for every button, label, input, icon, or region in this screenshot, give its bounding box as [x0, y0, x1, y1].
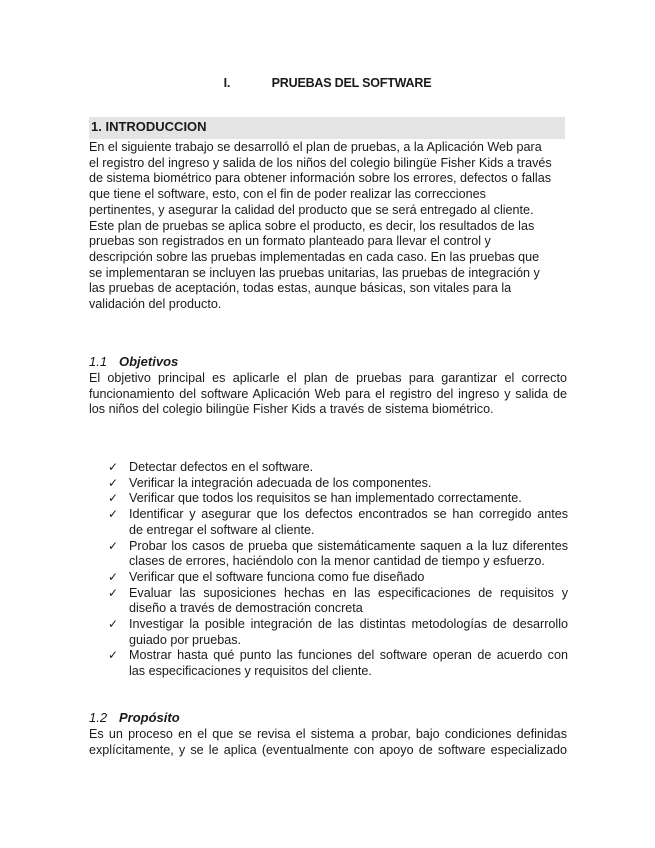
list-item-text: guiado por pruebas. — [129, 632, 242, 647]
intro-line: pruebas son registrados en un formato planteado para llevar el control y — [89, 234, 491, 249]
check-icon: ✓ — [108, 460, 119, 474]
introduction-heading: 1. INTRODUCCION — [89, 117, 565, 139]
list-item-text: Verificar que el software funciona como fue diseñado — [129, 569, 425, 584]
proposito-line: explícitamente, y se le aplica (eventualmente con apoyo de software especializado — [89, 742, 567, 757]
check-icon: ✓ — [108, 507, 119, 522]
intro-line: que tiene el software, esto, con el fin de poder realizar las correcciones — [89, 187, 486, 202]
objectives-checklist — [108, 460, 568, 680]
check-icon: ✓ — [108, 538, 119, 553]
proposito-paragraph — [89, 727, 567, 758]
list-item — [108, 648, 568, 679]
list-item — [108, 476, 568, 492]
list-item — [108, 586, 568, 617]
objetivos-line: El objetivo principal es aplicarle el plan de pruebas para garantizar el correcto — [89, 371, 567, 385]
list-item-text: las especificaciones y requisitos del cliente. — [129, 664, 372, 679]
check-icon: ✓ — [108, 617, 119, 632]
introduction-paragraph — [89, 140, 567, 313]
proposito-number: 1.2 — [89, 710, 108, 725]
list-item — [108, 570, 568, 586]
list-item-text: clases de errores, haciéndolo con la menor cantidad de tiempo y esfuerzo. — [129, 554, 545, 569]
check-icon: ✓ — [108, 648, 119, 663]
chapter-number: I. — [223, 76, 231, 90]
proposito-heading — [89, 710, 180, 725]
list-item-text: Verificar que todos los requisitos se han implementado correctamente. — [129, 491, 522, 506]
list-item-text: diseño a través de demostración concreta — [129, 601, 363, 616]
list-item-text: Identificar y asegurar que los defectos encontrados se han corregido antes — [129, 507, 568, 522]
intro-line: pertinentes, y asegurar la calidad del producto que se será entregado al cliente. — [89, 202, 534, 217]
check-icon: ✓ — [108, 569, 119, 584]
objetivos-line: los niños del colegio bilingüe Fisher Kids a través de sistema biométrico. — [89, 402, 494, 417]
objetivos-line: funcionamiento del software Aplicación Web para el registro del ingreso y salida de — [89, 386, 567, 401]
intro-line: de sistema biométrico para obtener información sobre los errores, defectos o fallas — [89, 171, 551, 186]
list-item-text: Mostrar hasta qué punto las funciones del software operan de acuerdo con — [129, 648, 568, 663]
intro-line: validación del producto. — [89, 297, 222, 312]
list-item — [108, 460, 568, 476]
check-icon: ✓ — [108, 491, 119, 506]
proposito-line: Es un proceso en el que se revisa el sistema a probar, bajo condiciones definidas — [89, 727, 567, 741]
list-item — [108, 539, 568, 570]
objetivos-number: 1.1 — [89, 354, 108, 369]
chapter-title-text: PRUEBAS DEL SOFTWARE — [271, 76, 432, 90]
intro-line: En el siguiente trabajo se desarrolló el plan de pruebas, a la Aplicación Web para — [89, 140, 542, 154]
check-icon: ✓ — [108, 585, 119, 600]
intro-line: Este plan de pruebas se aplica sobre el producto, es decir, los resultados de las — [89, 218, 535, 233]
list-item-text: de entregar el software al cliente. — [129, 522, 315, 537]
list-item-text: Evaluar las suposiciones hechas en las especificaciones de requisitos y — [129, 585, 568, 600]
intro-line: se implementaran se incluyen las pruebas unitarias, las pruebas de integración y — [89, 265, 540, 280]
chapter-title — [0, 76, 655, 90]
intro-line: las pruebas de aceptación, todas estas, aunque básicas, son vitales para la — [89, 281, 512, 296]
list-item — [108, 507, 568, 538]
intro-line: el registro del ingreso y salida de los niños del colegio bilingüe Fisher Kids a través — [89, 155, 552, 170]
objetivos-title: Objetivos — [119, 354, 179, 369]
check-icon: ✓ — [108, 475, 119, 490]
list-item-text: Detectar defectos en el software. — [129, 460, 314, 474]
objetivos-heading — [89, 354, 178, 369]
list-item-text: Investigar la posible integración de las distintas metodologías de desarrollo — [129, 617, 568, 632]
intro-line: descripción sobre las pruebas implementadas en cada caso. En las pruebas que — [89, 249, 540, 264]
list-item — [108, 617, 568, 648]
proposito-title: Propósito — [119, 710, 180, 725]
objetivos-paragraph — [89, 371, 567, 418]
list-item — [108, 491, 568, 507]
list-item-text: Verificar la integración adecuada de los componentes. — [129, 475, 432, 490]
list-item-text: Probar los casos de prueba que sistemáticamente saquen a la luz diferentes — [129, 538, 568, 553]
